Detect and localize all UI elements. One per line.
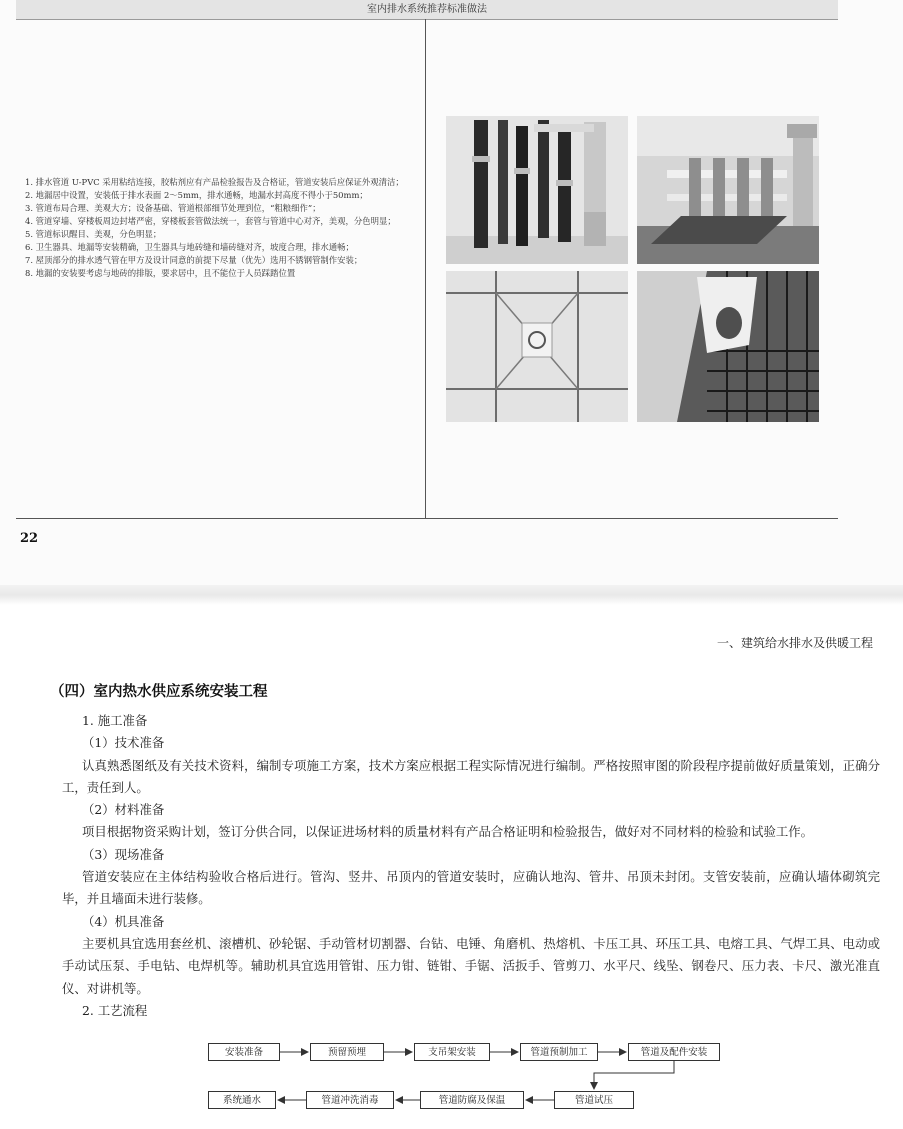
page-bottom-rule <box>16 518 838 519</box>
column-divider <box>425 19 426 519</box>
subheading-technical: （1）技术准备 <box>82 735 165 751</box>
body-text <box>62 710 880 1022</box>
flow-step: 管道预制加工 <box>520 1043 598 1061</box>
page-number: 22 <box>20 531 39 546</box>
photo-squat-toilet <box>637 271 819 422</box>
flow-step: 支吊架安装 <box>414 1043 490 1061</box>
heading-construction-prep: 1. 施工准备 <box>82 713 148 728</box>
requirements-list <box>25 176 421 280</box>
flow-step: 管道防腐及保温 <box>420 1091 524 1109</box>
flow-step: 预留预埋 <box>310 1043 384 1061</box>
page-header: 室内排水系统推荐标准做法 <box>16 0 838 20</box>
paragraph-technical: 认真熟悉图纸及有关技术资料，编制专项施工方案，技术方案应根据工程实际情况进行编制。严格按照审图的阶段程序提前做好质量策划，正确分工，责任到人。 <box>62 757 880 795</box>
flow-step: 管道冲洗消毒 <box>306 1091 394 1109</box>
list-item: 8. 地漏的安装要考虑与地砖的排版，要求居中，且不能位于人员踩踏位置 <box>25 268 296 278</box>
paragraph-materials: 项目根据物资采购计划，签订分供合同，以保证进场材料的质量材料有产品合格证明和检验报告，做好对不同材料的检验和试验工作。 <box>82 824 814 840</box>
page-separator <box>0 585 903 605</box>
list-item: 4. 管道穿墙、穿楼板周边封堵严密，穿楼板套管做法统一，套管与管道中心对齐，美观，分色明显； <box>25 216 396 226</box>
flow-step: 安装准备 <box>208 1043 280 1061</box>
chapter-header: 一、建筑给水排水及供暖工程 <box>716 636 873 650</box>
subheading-tools: （4）机具准备 <box>82 913 165 929</box>
list-item: 5. 管道标识醒目、美观，分色明显； <box>25 229 162 239</box>
heading-process-flow: 2. 工艺流程 <box>82 1002 148 1018</box>
subheading-site: （3）现场准备 <box>82 846 165 862</box>
list-item: 7. 屋顶部分的排水透气管在甲方及设计同意的前提下尽量（优先）选用不锈钢管制作安装； <box>25 255 363 265</box>
list-item: 1. 排水管道 U-PVC 采用粘结连接，胶粘剂应有产品检验报告及合格证，管道安装后应保证外观清洁； <box>25 177 404 187</box>
list-item: 2. 地漏居中设置，安装低于排水表面 2～5mm，排水通畅，地漏水封高度不得小于50mm； <box>25 190 368 200</box>
photo-vertical-pipes <box>446 116 628 264</box>
section-title: （四）室内热水供应系统安装工程 <box>50 683 268 700</box>
paragraph-site: 管道安装应在主体结构验收合格后进行。管沟、竖井、吊顶内的管道安装时，应确认地沟、管井、吊顶未封闭。支管安装前，应确认墙体砌筑完毕，并且墙面未进行装修。 <box>62 869 880 907</box>
list-item: 3. 管道布局合理、美观大方；设备基础、管道根部细节处理到位，“粗粮细作”； <box>25 203 321 213</box>
list-item: 6. 卫生器具、地漏等安装精确，卫生器具与地砖缝和墙砖缝对齐，坡度合理，排水通畅； <box>25 242 354 252</box>
subheading-materials: （2）材料准备 <box>82 802 165 818</box>
paragraph-tools: 主要机具宜选用套丝机、滚槽机、砂轮锯、手动管材切割器、台钻、电锤、角磨机、热熔机、卡压工具、环压工具、电熔工具、气焊工具、电动或手动试压泵、手电钻、电焊机等。辅助机具宜选用管钳、压力钳、链钳、手锯、活扳手、管剪刀、水平尺、线坠、钢卷尺、压力表、卡尺、激光准直仪、对讲机等。 <box>62 935 880 996</box>
flow-step: 系统通水 <box>208 1091 276 1109</box>
photo-floor-drain <box>446 271 628 422</box>
flow-step: 管道及配件安装 <box>628 1043 720 1061</box>
flow-step: 管道试压 <box>554 1091 634 1109</box>
photo-pump-station <box>637 116 819 264</box>
